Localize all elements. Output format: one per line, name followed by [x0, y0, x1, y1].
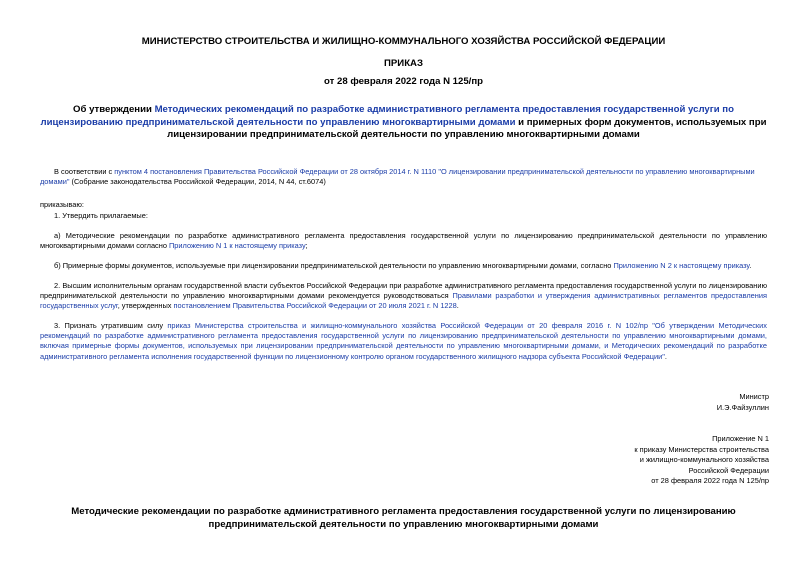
annex-ref-line: и жилищно-коммунального хозяйства [639, 455, 769, 465]
subject-suffix: и примерных форм документов, используемых при лицензировании предпринимательской деятельности по управлению многоквартирными домами [167, 116, 767, 140]
rules-link[interactable]: Правилами разработки и утверждения административных регламентов предоставления государственных услуг [40, 291, 768, 311]
ministry-heading: МИНИСТЕРСТВО СТРОИТЕЛЬСТВА И ЖИЛИЩНО-КОММУНАЛЬНОГО ХОЗЯЙСТВА РОССИЙСКОЙ ФЕДЕРАЦИИ [141, 36, 666, 47]
annex-reference [634, 434, 769, 487]
item-1: 1. Утвердить прилагаемые: [54, 211, 148, 220]
item-1b-suffix: . [749, 261, 752, 270]
preamble-prefix: В соответствии с [54, 167, 115, 176]
repealed-order-link[interactable]: приказ Министерства строительства и жилищно-коммунального хозяйства Российской Федерации от 20 февраля 2016 г. N 102/пр "Об утверждении Методических рекомендаций по разработке административного регламента предоставления государственной услуги по лицензированию предпринимательской деятельности по управлению многоквартирными домами, включая примерные формы документов, используемых при лицензировании предпринимательской деятельности по управлению многоквартирными домами, и Методических рекомендаций по разработке административного регламента исполнения государственной функции по лицензионному контролю органом государственного жилищного надзора субъекта Российской Федерации" [40, 321, 767, 361]
item-1a-suffix: ; [305, 241, 308, 251]
item-2-suffix: . [456, 301, 459, 311]
annex-1-link[interactable]: Приложению N 1 к настоящему приказу [169, 241, 306, 251]
signature-name: И.Э.Файзуллин [716, 402, 769, 412]
annex-title: Методические рекомендации по разработке административного регламента предоставления государственной услуги по лицензированию предпринимательской деятельности по управлению многоквартирными домами [71, 506, 736, 530]
annex-ref-line: от 28 февраля 2022 года N 125/пр [651, 476, 769, 486]
item-3-prefix: 3. Признать утратившим силу [54, 321, 168, 330]
signature-title: Министр [739, 392, 769, 401]
order-subject [40, 104, 767, 142]
preamble-link[interactable]: пунктом 4 постановления Правительства Российской Федерации от 28 октября 2014 г. N 1110 "О лицензировании предпринимательской деятельности по управлению многоквартирными домами" [40, 167, 755, 187]
order-date: от 28 февраля 2022 года N 125/пр [324, 76, 483, 87]
item-1b [40, 261, 767, 271]
preamble-paragraph [40, 167, 767, 187]
annex-ref-line: Российской Федерации [688, 465, 769, 475]
subject-prefix: Об утверждении [73, 104, 155, 115]
item-2-mid: , утвержденных [117, 301, 174, 311]
item-1a [40, 231, 767, 251]
order-word: приказываю: [40, 200, 84, 209]
order-heading: ПРИКАЗ [384, 58, 423, 69]
annex-2-link[interactable]: Приложению N 2 к настоящему приказу [613, 261, 750, 270]
signature-block [717, 392, 769, 413]
subject-link[interactable]: Методических рекомендаций по разработке административного регламента предоставления государственной услуги по лицензированию предпринимательской деятельности по управлению многоквартирными домами [40, 104, 734, 128]
item-3 [40, 321, 767, 362]
item-1a-prefix: а) Методические рекомендации по разработке административного регламента предоставления государственной услуги по лицензированию предпринимательской деятельности по управлению многоквартирными домами согласно [40, 231, 767, 251]
item-2 [40, 281, 767, 312]
preamble-suffix: (Собрание законодательства Российской Федерации, 2014, N 44, ст.6074) [69, 177, 326, 187]
item-2-prefix: 2. Высшим исполнительным органам государственной власти субъектов Российской Федерации при разработке административного регламента предоставления государственной услуги по лицензированию предпринимательской деятельности по управлению многоквартирными домами рекомендуется руководствоваться [40, 281, 767, 301]
item-3-suffix: . [664, 351, 667, 361]
annex-ref-line: к приказу Министерства строительства [634, 444, 769, 454]
item-1b-prefix: б) Примерные формы документов, используемые при лицензировании предпринимательской деятельности по управлению многоквартирными домами, согласно [54, 261, 614, 270]
annex-ref-line: Приложение N 1 [712, 434, 769, 443]
government-decree-link[interactable]: постановлением Правительства Российской Федерации от 20 июля 2021 г. N 1228 [173, 301, 457, 311]
